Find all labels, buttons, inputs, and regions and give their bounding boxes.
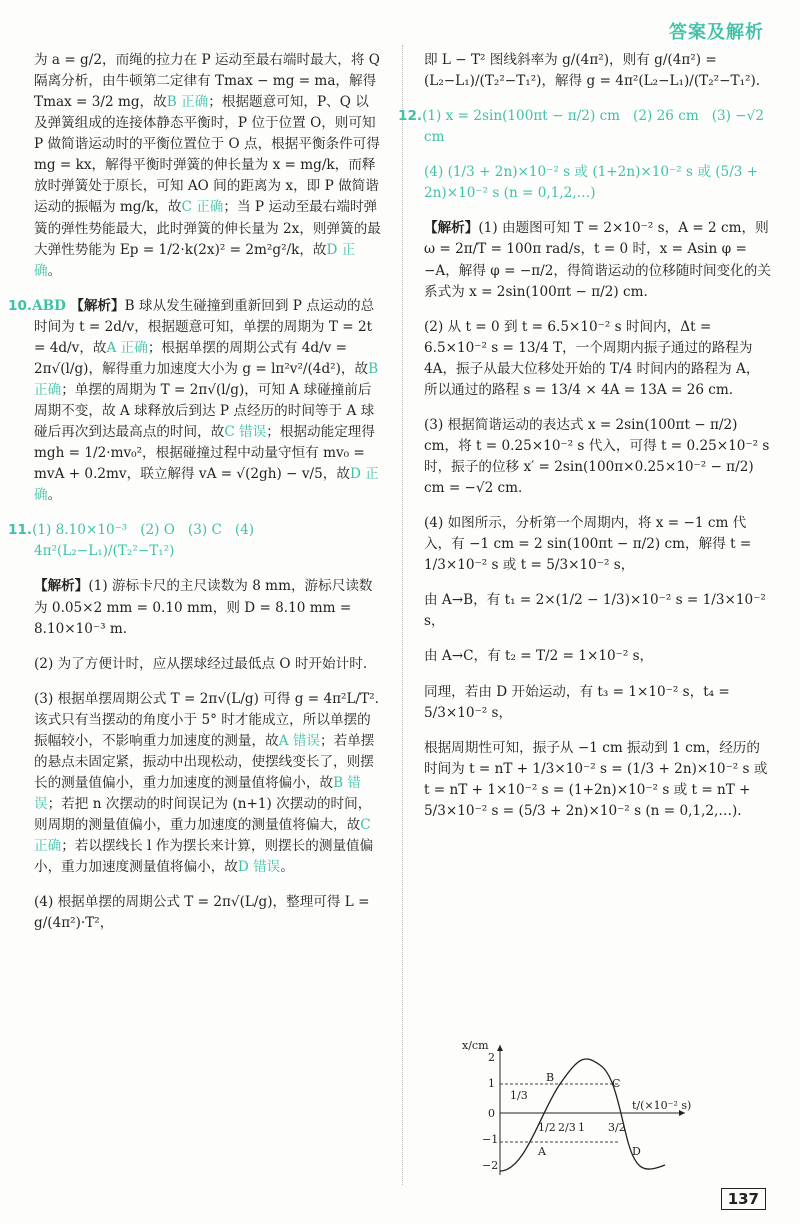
text: B 球从发生碰撞到重新回到 P 点运动的总时间为 t = 2d/v，根据题意可知，单摆的周期为 T = 2t = 4d/v，故 (34, 297, 377, 356)
q9-continuation (34, 50, 385, 282)
analysis-tag: 【解析】 (70, 297, 125, 314)
text: ；若单摆的悬点未固定紧，振动中出现松动，使摆线变长了，则摆长的测量值偏小，重力加速度的测量值将偏小，故 (34, 732, 375, 791)
q11-analysis-4: (4) 根据单摆的周期公式 T = 2π√(L/g)，整理可得 L = g/(4π²)·T²， (34, 894, 374, 932)
y-axis-label: x/cm (462, 1039, 489, 1052)
option-verdict: C 正确 (34, 817, 375, 855)
option-verdict: A 正确 (106, 339, 148, 356)
column-divider (402, 45, 403, 1185)
x-tick-1: 1 (578, 1121, 585, 1134)
q12-analysis-2: (2) 从 t = 0 到 t = 6.5×10⁻² s 时间内，Δt = 6.5×10⁻² s = 13/4 T，一个周期内振子通过的路程为 4A，振子从最大位移处开始的 T/4 时间内的路程为 A，所以通过的路程 s = 13/4 × 4A = 13A = 26 cm. (424, 318, 760, 398)
origin-label: 0 (488, 1107, 495, 1120)
answer: (1) x = 2sin(100πt − π/2) cm (2) 26 cm (3) −√2 cm (422, 108, 769, 146)
text: ；根据动能定理得 mgh = 1/2·mv₀²，根据碰撞过程中动量守恒有 mv₀ = mvA + 0.2mv，联立解得 vA = √(2gh) − v/5，故 (34, 424, 380, 483)
text: (3) 根据单摆周期公式 T = 2π√(L/g) 可得 g = 4π²L/T². 该式只有当摆动的角度小于 5° 时才能成立，所以单摆的振幅较小，不影响重力加速度的测量，故 (34, 690, 384, 749)
text: (1) 游标卡尺的主尺读数为 8 mm，游标尺读数为 0.05×2 mm = 0.10 mm，则 D = 8.10 mm = 8.10×10⁻³ m. (34, 578, 373, 637)
option-verdict: B 正确 (34, 360, 383, 398)
x-tick-2-3: 2/3 (558, 1121, 576, 1134)
q12-analysis-6: 由 A→C，有 t₂ = T/2 = 1×10⁻² s， (424, 648, 654, 665)
option-verdict: D 错误 (237, 859, 281, 876)
text: ；单摆的周期为 T = 2π√(l/g)，可知 A 球碰撞前后周期不变，故 A 球释放后到达 P 点经历的时间等于 A 球碰后再次到达最高点的时间，故 (34, 381, 375, 441)
q12-analysis-7: 同理，若由 D 开始运动，有 t₃ = 1×10⁻² s，t₄ = 5/3×10⁻² s， (424, 683, 735, 721)
text: ；若把 n 次摆动的时间误记为 (n+1) 次摆动的时间，则周期的测量值偏小，重力加速度的测量值将偏大，故 (34, 796, 372, 834)
text: 。 (47, 487, 62, 504)
point-d-label: D (632, 1145, 641, 1158)
point-a-label: A (538, 1145, 546, 1158)
q12-analysis-1 (424, 218, 772, 302)
x-tick-1-3: 1/3 (510, 1089, 528, 1102)
q10-block (8, 296, 383, 507)
q11-analysis-1 (34, 576, 382, 639)
option-verdict: D 正确 (34, 241, 356, 279)
text: 为 a = g/2，而绳的拉力在 P 运动至最右端时最大，将 Q 隔离分析，由牛顿第二定律有 Tmax − mg = ma，解得 Tmax = 3/2 mg，故 (34, 52, 385, 111)
oscillation-graph (460, 1035, 720, 1185)
q11-analysis-3 (34, 689, 382, 879)
analysis-tag: 【解析】 (34, 578, 89, 595)
text: ；根据题意可知，P、Q 以及弹簧组成的连接体静态平衡时，P 位于位置 O，则可知 P 做简谐运动时的平衡位置位于 O 点，根据平衡条件可得 mg = kx，解得平衡时弹簧的伸长量为 x = mg/k，而释放时弹簧处于原长，可知 AO 间的距离为 x，即 P 做简谐运动的振幅为 mg/k，故 (34, 94, 385, 216)
option-verdict: C 正确 (181, 199, 224, 216)
option-verdict: D 正确 (34, 466, 379, 504)
text: 。 (47, 262, 62, 279)
page-header-title: 答案及解析 (669, 22, 764, 43)
question-number: 12. (398, 108, 423, 125)
x-tick-3-2: 3/2 (608, 1121, 626, 1134)
text: ；若以摆线长 l 作为摆长来计算，则摆长的测量值偏小，重力加速度测量值将偏小，故 (34, 838, 374, 876)
x-tick-1-2: 1/2 (538, 1121, 556, 1134)
y-tick-neg2: −2 (482, 1159, 499, 1172)
text: ；根据单摆的周期公式有 4d/v = 2π√(l/g)，解得重力加速度大小为 g = lπ²v²/(4d²)，故 (34, 339, 369, 377)
text: (1) 由题图可知 T = 2×10⁻² s，A = 2 cm，则 ω = 2π/T = 100π rad/s，t = 0 时，x = Asin φ = −A，解得 φ = −π/2，得简谐运动的位移随时间变化的关系式为 x = 2sin(100πt − π/2) cm. (424, 220, 774, 300)
text: ；当 P 运动至最右端时弹簧的弹性势能最大，此时弹簧的伸长量为 2x，则弹簧的最大弹性势能为 Ep = 1/2·k(2x)² = 2m²g²/k，故 (34, 199, 381, 258)
analysis-tag: 【解析】 (424, 220, 479, 237)
x-axis-label: t/(×10⁻² s) (632, 1099, 692, 1112)
answer: (1) 8.10×10⁻³ (2) O (3) C (4) 4π²(L₂−L₁)/(T₂²−T₁²) (32, 522, 259, 560)
q12-answer-2: (4) (1/3 + 2n)×10⁻² s 或 (1+2n)×10⁻² s 或 (5/3 + 2n)×10⁻² s (n = 0,1,2,…) (424, 164, 763, 202)
y-tick-1: 1 (488, 1077, 495, 1090)
text: 。 (280, 859, 294, 876)
y-axis-arrow (497, 1045, 503, 1051)
point-b-label: B (546, 1071, 555, 1084)
option-verdict: A 错误 (278, 732, 321, 749)
q12-analysis-4: (4) 如图所示，分析第一个周期内，将 x = −1 cm 代入，有 −1 cm = 2 sin(100πt − π/2) cm，解得 t = 1/3×10⁻² s 或 t = 5/3×10⁻² s， (424, 515, 756, 574)
option-verdict: B 错误 (34, 774, 361, 812)
right-column (398, 50, 774, 836)
left-column (8, 50, 385, 948)
q11-continuation: 即 L − T² 图线斜率为 g/(4π²)，则有 g/(4π²) = (L₂−L₁)/(T₂²−T₁²)，解得 g = 4π²(L₂−L₁)/(T₂²−T₁²). (424, 52, 761, 90)
y-tick-2: 2 (488, 1051, 495, 1064)
y-tick-neg1: −1 (482, 1133, 499, 1146)
point-c-label: C (612, 1077, 621, 1090)
question-number: 11. (8, 522, 33, 539)
q12-analysis-3: (3) 根据简谐运动的表达式 x = 2sin(100πt − π/2) cm，将 t = 0.25×10⁻² s 代入，可得 t = 0.25×10⁻² s 时，振子的位移 x′ = 2sin(100π×0.25×10⁻² − π/2) cm = −√2 cm. (424, 416, 774, 497)
option-verdict: C 错误 (224, 424, 267, 441)
q12-analysis-5: 由 A→B，有 t₁ = 2×(1/2 − 1/3)×10⁻² s = 1/3×10⁻² s， (424, 592, 771, 630)
q11-answer (8, 520, 382, 562)
option-verdict: B 正确 (166, 94, 209, 111)
answer: ABD (32, 297, 66, 314)
q11-analysis-2: (2) 为了方便计时，应从摆球经过最低点 O 时开始计时. (34, 655, 368, 672)
q12-answer-1 (398, 106, 772, 148)
question-number: 10. (8, 297, 33, 314)
page-number: 137 (721, 1188, 766, 1210)
q12-analysis-8: 根据周期性可知，振子从 −1 cm 振动到 1 cm，经历的时间为 t = nT + 1/3×10⁻² s = (1/3 + 2n)×10⁻² s 或 t = nT + 1×10⁻² s = (1+2n)×10⁻² s 或 t = nT + 5/3×10⁻² s = (5/3 + 2n)×10⁻² s (n = 0,1,2,…). (424, 739, 772, 819)
